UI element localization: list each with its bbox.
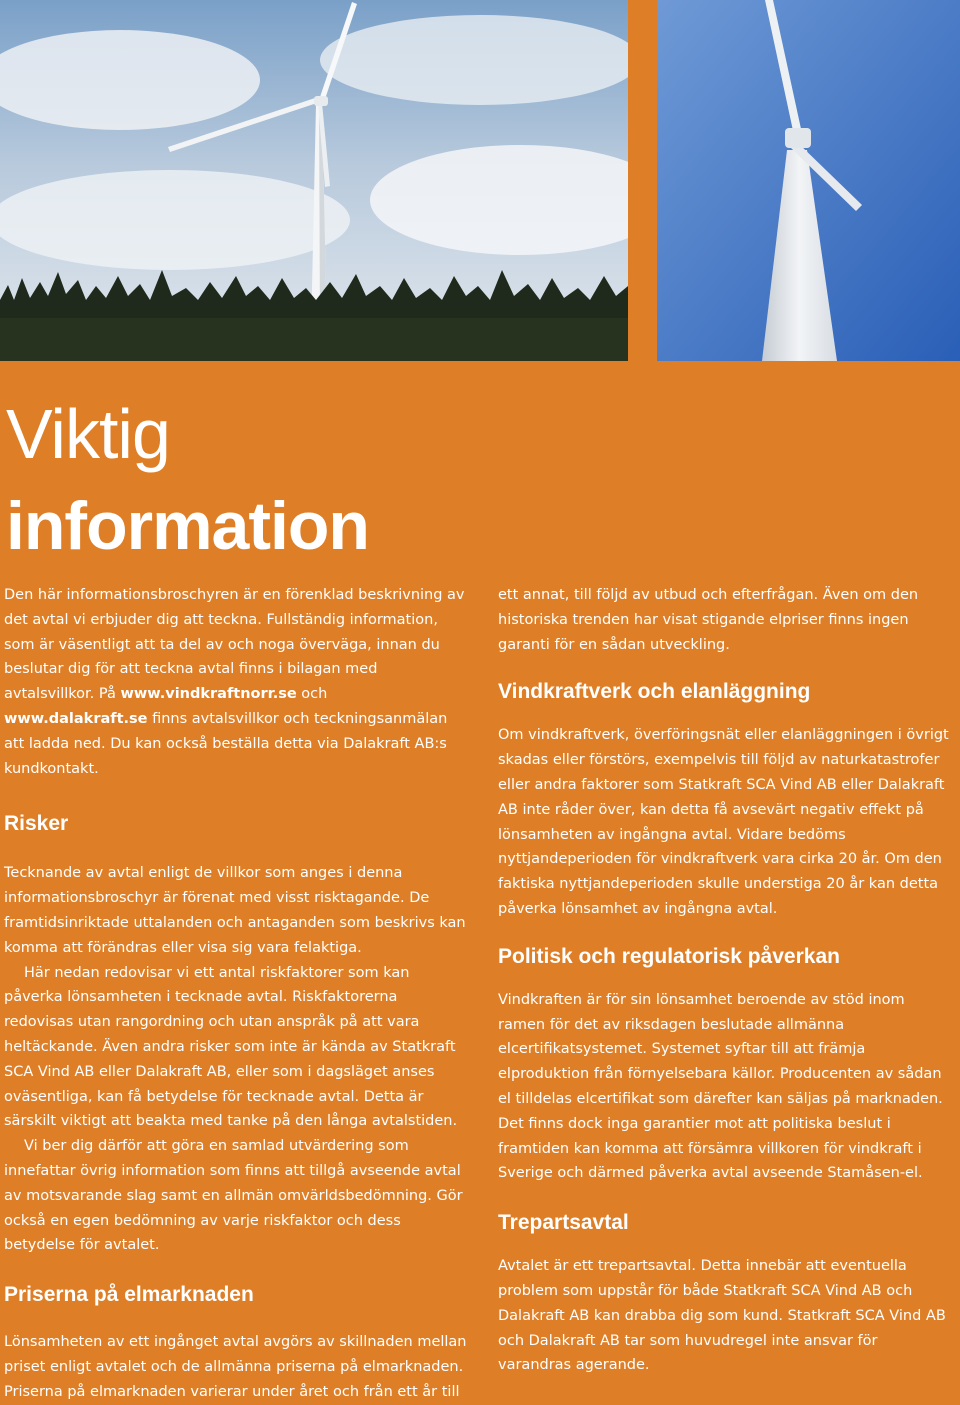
trepartsavtal-paragraph: Avtalet är ett trepartsavtal. Detta innebär att eventuella problem som uppstår för både Statkraft SCA Vind AB och Dalakraft AB kan drabba dig som kund. Statkraft SCA Vind AB och Dalakraft AB tar som huvudregel inte ansvar för varandras agerande. (498, 1258, 946, 1374)
right-column (498, 583, 953, 1378)
vindkraftnorr-link[interactable]: www.vindkraftnorr.se (120, 686, 297, 703)
risker-paragraph-3: Vi ber dig därför att göra en samlad utvärdering som innefattar övrig information som finns att tillgå avseende avtal av motsvarande slag samt en allmän omvärldsbedömning. Gör också en egen bedömning av varje riskfaktor och dess betydelse för avtalet. (4, 1138, 463, 1254)
risker-paragraph-2: Här nedan redovisar vi ett antal riskfaktorer som kan påverka lönsamheten i tecknade avtal. Riskfaktorerna redovisas utan rangordning och utan anspråk på att vara heltäckande. Även andra risker som inte är kända av Statkraft SCA Vind AB eller Dalakraft AB, eller som i dagsläget anses oväsentliga, kan få betydelse för tecknade avtal. Detta är särskilt viktigt att beakta med tanke på den långa avtalstiden. (4, 964, 458, 1130)
photo-turbine-forest (0, 0, 628, 361)
priserna-heading: Priserna på elmarknaden (4, 1283, 254, 1307)
trepartsavtal-heading: Trepartsavtal (498, 1211, 629, 1235)
turbine-forest-image (0, 0, 628, 361)
risker-heading: Risker (4, 812, 69, 836)
intro-text-2: och (296, 686, 328, 703)
vindkraftverk-heading: Vindkraftverk och elanläggning (498, 680, 811, 704)
intro-paragraph (4, 583, 469, 781)
dalakraft-link[interactable]: www.dalakraft.se (4, 710, 148, 727)
politisk-heading: Politisk och regulatorisk påverkan (498, 944, 840, 968)
continuation-paragraph: ett annat, till följd av utbud och efterfrågan. Även om den historiska trenden har visat stigande elpriser finns ingen garanti för en sådan utveckling. (498, 587, 919, 653)
left-column (4, 583, 469, 1405)
photo-turbine-sky (657, 0, 960, 361)
vindkraftverk-paragraph: Om vindkraftverk, överföringsnät eller elanläggningen i övrigt skadas eller förstörs, exempelvis till följd av naturkatastrofer eller andra faktorer som Statkraft SCA Vind AB eller Dalakraft AB inte råder över, kan detta få avsevärt negativ effekt på lönsamheten av ingångna avtal. Vidare bedöms nyttjandeperioden för vindkraftverk vara cirka 20 år. Om den faktiska nyttjandeperioden skulle understiga 20 år kan detta påverka lönsamhet av ingångna avtal. (498, 727, 949, 917)
turbine-sky-image (657, 0, 960, 361)
risker-paragraph-1: Tecknande av avtal enligt de villkor som anges i denna informationsbroschyr är förenat med visst risktagande. De framtidsinriktade uttalanden och antaganden som beskrivs kan komma att förändras eller visa sig vara felaktiga. (4, 865, 466, 956)
title-line-2: information (6, 488, 369, 564)
politisk-paragraph: Vindkraften är för sin lönsamhet beroende av stöd inom ramen för det av riksdagen beslutade allmänna elcertifikatsystemet. Systemet syftar till att främja elproduktion från förnyelsebara källor. Producenten av sådan el tilldelas elcertifikat som därefter kan säljas på marknaden. Det finns dock inga garantier mot att politiska beslut i framtiden kan komma att försämra villkoren för vindkraft i Sverige och därmed påverka avtal avseende Stamåsen-el. (498, 991, 943, 1182)
intro-text-3: finns avtalsvillkor och teckningsanmälan att ladda ned. Du kan också beställa detta via Dalakraft AB:s kundkontakt. (4, 710, 448, 777)
page-title (6, 388, 369, 572)
priserna-paragraph: Lönsamheten av ett ingånget avtal avgörs av skillnaden mellan priset enligt avtalet och de allmänna priserna på elmarknaden. Priserna på elmarknaden varierar under året och från ett år till (4, 1334, 467, 1400)
title-line-1: Viktig (6, 395, 170, 473)
intro-text-1: Den här informationsbroschyren är en förenklad beskrivning av det avtal vi erbjuder dig att teckna. Fullständig information, som är väsentligt att ta del av och noga överväga, innan du beslutar dig för att teckna avtal finns i bilagan med avtalsvillkor. På (4, 587, 465, 703)
